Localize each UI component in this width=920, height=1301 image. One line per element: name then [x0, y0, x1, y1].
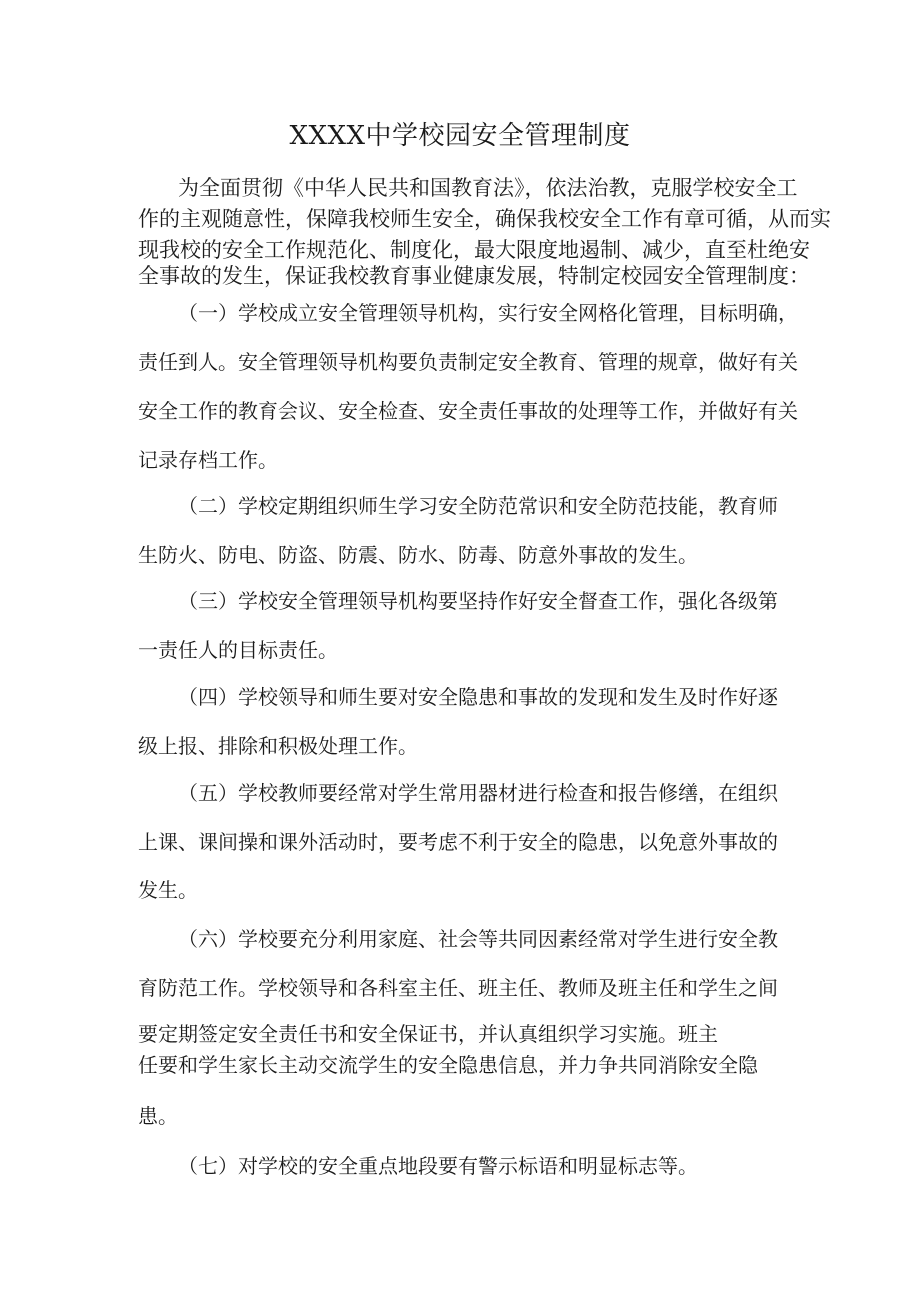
clause-line: 要定期签定安全责任书和安全保证书，并认真组织学习实施。班主 [138, 1022, 718, 1046]
clause-line: 一责任人的目标责任。 [138, 638, 338, 662]
intro-line: 为全面贯彻《中华人民共和国教育法》，依法治教，克服学校安全工 [178, 176, 798, 200]
clause-line: （三）学校安全管理领导机构要坚持作好安全督查工作，强化各级第 [178, 589, 778, 613]
clause-line: 上课、课间操和课外活动时，要考虑不利于安全的隐患，以免意外事故的 [138, 830, 778, 854]
clause-line: （一）学校成立安全管理领导机构，实行安全网格化管理，目标明确， [178, 301, 798, 325]
clause-line: （五）学校教师要经常对学生常用器材进行检查和报告修缮，在组织 [178, 781, 778, 805]
intro-line: 全事故的发生，保证我校教育事业健康发展，特制定校园安全管理制度： [138, 264, 810, 288]
clause-line: （六）学校要充分利用家庭、社会等共同因素经常对学生进行安全教 [178, 927, 778, 951]
intro-line: 作的主观随意性，保障我校师生安全，确保我校安全工作有章可循，从而实 [138, 207, 831, 231]
clause-line: （四）学校领导和师生要对安全隐患和事故的发现和发生及时作好逐 [178, 685, 778, 709]
clause-line: 生防火、防电、防盗、防震、防水、防毒、防意外事故的发生。 [138, 543, 698, 567]
clause-line: （二）学校定期组织师生学习安全防范常识和安全防范技能，教育师 [178, 494, 778, 518]
clause-line: 安全工作的教育会议、安全检查、安全责任事故的处理等工作，并做好有关 [138, 399, 798, 423]
clause-line: 责任到人。安全管理领导机构要负责制定安全教育、管理的规章，做好有关 [138, 350, 798, 374]
clause-line: 发生。 [138, 878, 198, 902]
page-title: XXXX中学校园安全管理制度 [289, 121, 631, 151]
clause-line: 记录存档工作。 [138, 448, 278, 472]
clause-line: 患。 [138, 1104, 178, 1128]
clause-line: 任要和学生家长主动交流学生的安全隐患信息，并力争共同消除安全隐 [138, 1053, 758, 1077]
intro-line: 现我校的安全工作规范化、制度化，最大限度地遏制、减少，直至杜绝安 [138, 238, 810, 262]
clause-line: （七）对学校的安全重点地段要有警示标语和明显标志等。 [178, 1154, 698, 1178]
clause-line: 级上报、排除和积极处理工作。 [138, 734, 418, 758]
clause-line: 育防范工作。学校领导和各科室主任、班主任、教师及班主任和学生之间 [138, 976, 778, 1000]
